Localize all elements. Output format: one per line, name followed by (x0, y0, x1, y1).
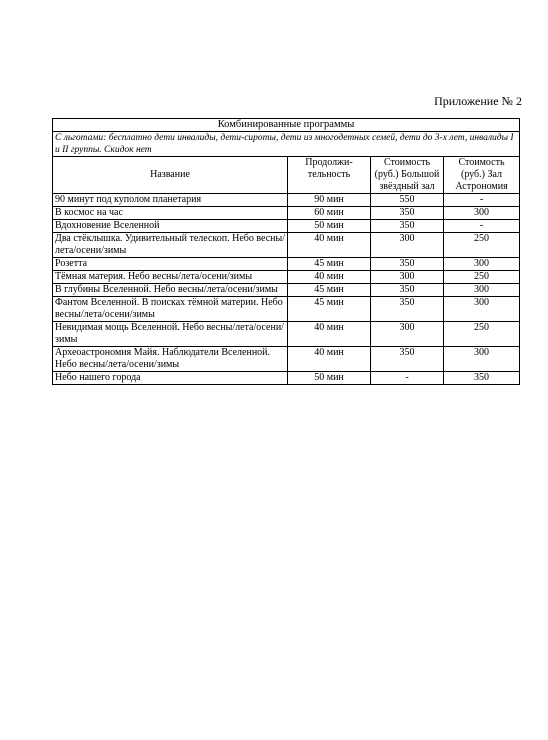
program-name-cell: 90 минут под куполом планетария (53, 194, 288, 207)
price-astronomy-hall-cell: 250 (444, 233, 520, 258)
header-price-astronomy-hall: Стоимость (руб.) Зал Астрономия (444, 157, 520, 194)
program-name-cell: Тёмная материя. Небо весны/лета/осени/зимы (53, 271, 288, 284)
table-row (53, 284, 520, 297)
duration-cell: 40 мин (288, 322, 371, 347)
program-name-cell: Фантом Вселенной. В поисках тёмной материи. Небо весны/лета/осени/зимы (53, 297, 288, 322)
price-astronomy-hall-cell: 300 (444, 297, 520, 322)
table-title: Комбинированные программы (53, 119, 520, 132)
price-astronomy-hall-cell: - (444, 220, 520, 233)
duration-cell: 45 мин (288, 258, 371, 271)
duration-cell: 60 мин (288, 207, 371, 220)
price-astronomy-hall-cell: 300 (444, 347, 520, 372)
table-row (53, 322, 520, 347)
duration-cell: 50 мин (288, 220, 371, 233)
table-row (53, 372, 520, 385)
price-astronomy-hall-cell: - (444, 194, 520, 207)
table-row (53, 297, 520, 322)
price-astronomy-hall-cell: 250 (444, 322, 520, 347)
programs-table (52, 118, 520, 385)
price-astronomy-hall-cell: 250 (444, 271, 520, 284)
price-big-hall-cell: 350 (371, 258, 444, 271)
header-name: Название (53, 157, 288, 194)
table-note-row (53, 132, 520, 157)
table-row (53, 194, 520, 207)
price-astronomy-hall-cell: 350 (444, 372, 520, 385)
program-name-cell: Розетта (53, 258, 288, 271)
duration-cell: 90 мин (288, 194, 371, 207)
duration-cell: 50 мин (288, 372, 371, 385)
program-name-cell: Вдохновение Вселенной (53, 220, 288, 233)
duration-cell: 45 мин (288, 297, 371, 322)
price-big-hall-cell: 350 (371, 207, 444, 220)
benefits-note: С льготами: бесплатно дети инвалиды, дети-сироты, дети из многодетных семей, дети до 3-х лет, инвалиды I и II группы. Скидок нет (53, 132, 520, 157)
price-big-hall-cell: 350 (371, 347, 444, 372)
header-duration: Продолжи-тельность (288, 157, 371, 194)
price-astronomy-hall-cell: 300 (444, 258, 520, 271)
price-big-hall-cell: 300 (371, 271, 444, 284)
table-row (53, 233, 520, 258)
header-price-big-hall: Стоимость (руб.) Большой звёздный зал (371, 157, 444, 194)
price-big-hall-cell: 350 (371, 297, 444, 322)
table-row (53, 271, 520, 284)
price-big-hall-cell: - (371, 372, 444, 385)
price-big-hall-cell: 350 (371, 284, 444, 297)
price-astronomy-hall-cell: 300 (444, 284, 520, 297)
price-big-hall-cell: 300 (371, 233, 444, 258)
price-astronomy-hall-cell: 300 (444, 207, 520, 220)
price-big-hall-cell: 350 (371, 220, 444, 233)
program-name-cell: В глубины Вселенной. Небо весны/лета/осени/зимы (53, 284, 288, 297)
program-name-cell: Небо нашего города (53, 372, 288, 385)
program-name-cell: В космос на час (53, 207, 288, 220)
duration-cell: 40 мин (288, 347, 371, 372)
program-name-cell: Невидимая мощь Вселенной. Небо весны/лета/осени/зимы (53, 322, 288, 347)
program-name-cell: Два стёклышка. Удивительный телескоп. Небо весны/лета/осени/зимы (53, 233, 288, 258)
program-name-cell: Археоастрономия Майя. Наблюдатели Вселенной. Небо весны/лета/осени/зимы (53, 347, 288, 372)
appendix-label: Приложение № 2 (434, 94, 522, 108)
duration-cell: 40 мин (288, 271, 371, 284)
table-row (53, 207, 520, 220)
duration-cell: 45 мин (288, 284, 371, 297)
table-title-row (53, 119, 520, 132)
table-row (53, 258, 520, 271)
header-row (53, 157, 520, 194)
price-big-hall-cell: 550 (371, 194, 444, 207)
price-big-hall-cell: 300 (371, 322, 444, 347)
duration-cell: 40 мин (288, 233, 371, 258)
table-row (53, 220, 520, 233)
table-row (53, 347, 520, 372)
